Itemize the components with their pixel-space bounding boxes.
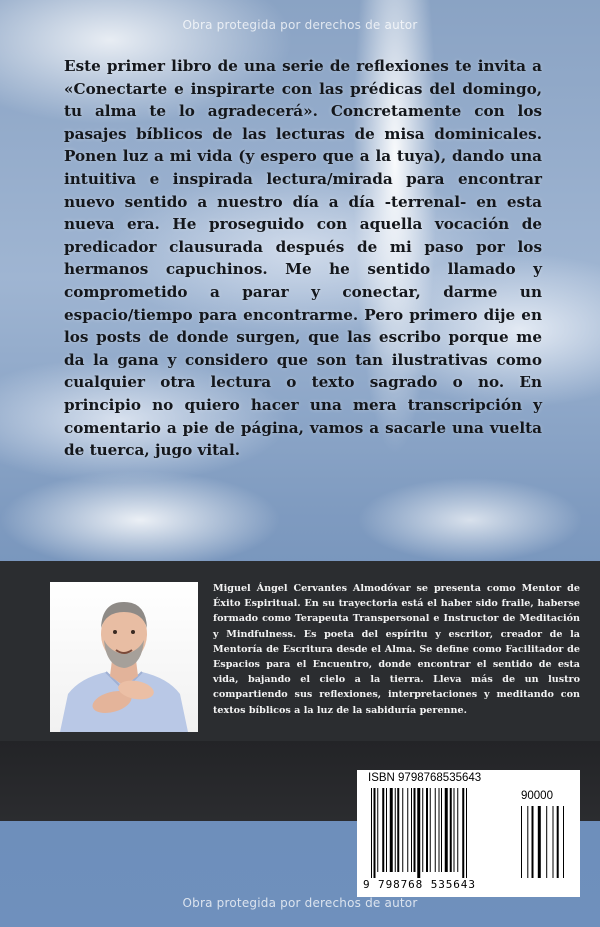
watermark-top: Obra protegida por derechos de autor xyxy=(182,18,418,32)
watermark-bottom: Obra protegida por derechos de autor xyxy=(182,896,418,910)
author-bio: Miguel Ángel Cervantes Almodóvar se presenta como Mentor de Éxito Espiritual. En su trayectoria está el haber sido fraile, haberse formado como Terapeuta Transpersonal e Instructor de Meditación y Mindfulness. Es poeta del espíritu y escritor, creador de la Mentoría de Escritura desde el Alma. Se define como Facilitador de Espacios para el Encuentro, donde encontrar el sentido de esta vida, bajando el cielo a la tierra. Lleva más de un lustro compartiendo sus reflexiones, interpretaciones y meditando con textos bíblicos a la luz de la sabiduría perenne. xyxy=(213,583,580,716)
author-photo xyxy=(50,582,198,732)
book-description: Este primer libro de una serie de reflexiones te invita a «Conectarte e inspirarte con las prédicas del domingo, tu alma te lo agradecerá». Concretamente con los pasajes bíblicos de las lecturas de misa dominicales. Ponen luz a mi vida (y espero que a la tuya), dando una intuitiva e inspirada lectura/mirada para encontrar nuevo sentido a nuestro día a día -terrenal- en esta nueva era. He proseguido con aquella vocación de predicador clausurada después de mi paso por los hermanos capuchinos. Me he sentido llamado y comprometido a parar y conectar, darme un espacio/tiempo para encontrarme. Pero primero dije en los posts de donde surgen, que las escribo porque me da la gana y considero que son tan ilustrativas como cualquier otra lectura o texto sagrado o no. En principio no quiero hacer una mera transcripción y comentario a pie de página, vamos a sacarle una vuelta de tuerca, jugo vital. xyxy=(64,57,542,460)
barcode-addon-number: 90000 xyxy=(521,790,553,802)
barcode-digits: 9 798768 535643 xyxy=(363,878,476,891)
isbn-barcode xyxy=(357,770,580,897)
isbn-label: ISBN 9798768535643 xyxy=(368,772,482,784)
barcode-bars-icon xyxy=(369,788,574,880)
